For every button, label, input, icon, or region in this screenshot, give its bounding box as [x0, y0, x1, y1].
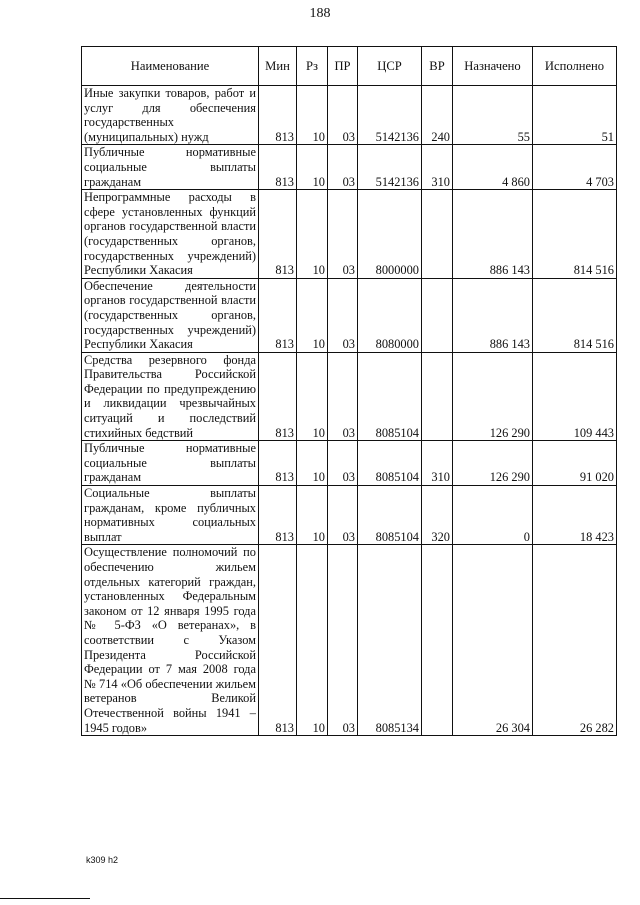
- row-pr: 03: [328, 441, 358, 486]
- row-name: Иные закупки товаров, работ и услуг для обеспечения государственных (муниципальных) нужд: [82, 86, 259, 145]
- row-pr: 03: [328, 145, 358, 190]
- row-vr: 320: [422, 486, 453, 545]
- row-name: Непрограммные расходы в сфере установленных функций органов государственной власти (государственных органов, государственных учреждений) Республики Хакасия: [82, 190, 259, 279]
- row-csr: 8000000: [358, 190, 422, 279]
- row-name: Публичные нормативные социальные выплаты гражданам: [82, 145, 259, 190]
- row-rz: 10: [297, 352, 328, 441]
- row-assigned: 886 143: [453, 278, 533, 352]
- header-executed: Исполнено: [533, 47, 617, 86]
- row-csr: 8085104: [358, 352, 422, 441]
- row-vr: [422, 352, 453, 441]
- row-min: 813: [259, 441, 297, 486]
- row-min: 813: [259, 352, 297, 441]
- row-executed: 51: [533, 86, 617, 145]
- row-rz: 10: [297, 441, 328, 486]
- header-vr: ВР: [422, 47, 453, 86]
- row-name: Осуществление полномочий по обеспечению жильем отдельных категорий граждан, установленных Федеральным законом от 12 января 1995 года № 5-ФЗ «О ветеранах», в соответствии с Указом Президента Российской Федерации от 7 мая 2008 года № 714 «Об обеспечении жильем ветеранов Великой Отечественной войны 1941 – 1945 годов»: [82, 545, 259, 736]
- row-min: 813: [259, 86, 297, 145]
- row-csr: 8085134: [358, 545, 422, 736]
- row-assigned: 126 290: [453, 352, 533, 441]
- row-pr: 03: [328, 278, 358, 352]
- table-row: [82, 352, 617, 441]
- row-min: 813: [259, 278, 297, 352]
- row-min: 813: [259, 190, 297, 279]
- header-name: Наименование: [82, 47, 259, 86]
- row-executed: 91 020: [533, 441, 617, 486]
- row-pr: 03: [328, 86, 358, 145]
- table-header-row: [82, 47, 617, 86]
- row-executed: 814 516: [533, 190, 617, 279]
- row-rz: 10: [297, 545, 328, 736]
- row-vr: 240: [422, 86, 453, 145]
- row-name: Обеспечение деятельности органов государственной власти (государственных органов, государственных учреждений) Республики Хакасия: [82, 278, 259, 352]
- row-vr: [422, 545, 453, 736]
- row-name: Публичные нормативные социальные выплаты гражданам: [82, 441, 259, 486]
- footer-code: k309 h2: [86, 855, 119, 865]
- row-assigned: 126 290: [453, 441, 533, 486]
- row-assigned: 886 143: [453, 190, 533, 279]
- budget-table: [81, 46, 617, 736]
- row-assigned: 0: [453, 486, 533, 545]
- row-executed: 26 282: [533, 545, 617, 736]
- row-rz: 10: [297, 278, 328, 352]
- row-csr: 5142136: [358, 145, 422, 190]
- table-row: [82, 86, 617, 145]
- row-pr: 03: [328, 486, 358, 545]
- row-assigned: 4 860: [453, 145, 533, 190]
- table-row: [82, 190, 617, 279]
- row-min: 813: [259, 545, 297, 736]
- row-vr: 310: [422, 441, 453, 486]
- row-pr: 03: [328, 545, 358, 736]
- row-csr: 8080000: [358, 278, 422, 352]
- row-rz: 10: [297, 86, 328, 145]
- row-assigned: 26 304: [453, 545, 533, 736]
- header-pr: ПР: [328, 47, 358, 86]
- row-csr: 8085104: [358, 441, 422, 486]
- row-executed: 814 516: [533, 278, 617, 352]
- row-rz: 10: [297, 190, 328, 279]
- row-executed: 18 423: [533, 486, 617, 545]
- table-row: [82, 486, 617, 545]
- table-row: [82, 441, 617, 486]
- table-row: [82, 145, 617, 190]
- header-csr: ЦСР: [358, 47, 422, 86]
- footer-rule: [0, 898, 90, 899]
- row-pr: 03: [328, 190, 358, 279]
- table-row: [82, 278, 617, 352]
- row-vr: [422, 190, 453, 279]
- row-pr: 03: [328, 352, 358, 441]
- row-executed: 4 703: [533, 145, 617, 190]
- row-name: Средства резервного фонда Правительства Российской Федерации по предупреждению и ликвидации чрезвычайных ситуаций и последствий стихийных бедствий: [82, 352, 259, 441]
- row-vr: 310: [422, 145, 453, 190]
- row-rz: 10: [297, 145, 328, 190]
- row-csr: 5142136: [358, 86, 422, 145]
- table-row: [82, 545, 617, 736]
- row-csr: 8085104: [358, 486, 422, 545]
- row-min: 813: [259, 486, 297, 545]
- header-min: Мин: [259, 47, 297, 86]
- page-number: 188: [309, 6, 331, 21]
- row-name: Социальные выплаты гражданам, кроме публичных нормативных социальных выплат: [82, 486, 259, 545]
- row-assigned: 55: [453, 86, 533, 145]
- row-vr: [422, 278, 453, 352]
- header-rz: Рз: [297, 47, 328, 86]
- row-rz: 10: [297, 486, 328, 545]
- header-assigned: Назначено: [453, 47, 533, 86]
- row-executed: 109 443: [533, 352, 617, 441]
- row-min: 813: [259, 145, 297, 190]
